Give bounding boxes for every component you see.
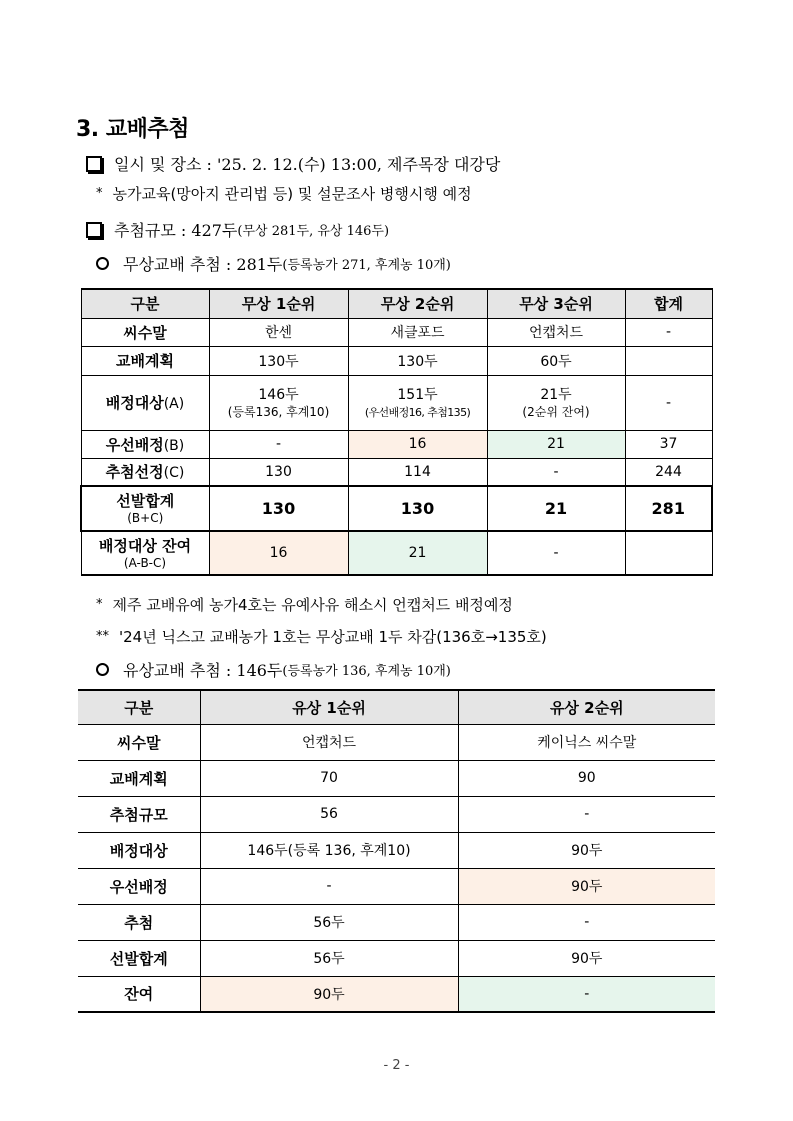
table-cell: -	[458, 976, 715, 1012]
free-mating-table	[80, 288, 713, 576]
table-cell: 90두	[458, 832, 715, 868]
table-cell: 21두 (2순위 잔여)	[487, 375, 625, 430]
table-cell: -	[209, 430, 348, 458]
table-row	[81, 318, 712, 346]
table-cell: 케이닉스 씨수말	[458, 724, 715, 760]
row-label: 교배계획	[81, 346, 209, 375]
row-label: 우선배정(B)	[81, 430, 209, 458]
table-cell: 244	[625, 458, 712, 486]
table-cell: 90두	[458, 940, 715, 976]
row-label: 씨수말	[78, 724, 200, 760]
table-cell: -	[458, 796, 715, 832]
table-row	[78, 796, 715, 832]
section-heading: 3. 교배추첨	[76, 117, 189, 142]
row-label: 씨수말	[81, 318, 209, 346]
table-cell: 146두(등록 136, 후계10)	[200, 832, 458, 868]
draw-scale-line	[86, 218, 389, 241]
row-label: 추첨규모	[78, 796, 200, 832]
checkbox-bullet-icon	[86, 156, 102, 172]
table-cell: 114	[348, 458, 487, 486]
header-cell: 유상 2순위	[458, 690, 715, 724]
table-cell: 281	[625, 486, 712, 531]
table-cell: 70	[200, 760, 458, 796]
row-label: 잔여	[78, 976, 200, 1012]
checkbox-bullet-icon	[86, 222, 102, 238]
row-label: 선발합계 (B+C)	[81, 486, 209, 531]
page-number: - 2 -	[383, 1058, 410, 1073]
circle-bullet-icon	[96, 257, 109, 270]
note-1: * 제주 교배유예 농가4호는 유예사유 해소시 언캡처드 배정예정	[96, 596, 513, 614]
circle-bullet-icon	[96, 663, 109, 676]
table-cell: 130	[209, 486, 348, 531]
table-cell	[625, 346, 712, 375]
table-row	[78, 760, 715, 796]
table-row	[81, 531, 712, 575]
table-row	[78, 868, 715, 904]
table-cell: 21	[487, 486, 625, 531]
paid-mating-line	[96, 658, 451, 681]
paid-mating-table	[78, 689, 715, 1013]
table-cell: 21	[487, 430, 625, 458]
row-label: 우선배정	[78, 868, 200, 904]
table-cell: 60두	[487, 346, 625, 375]
table-cell: 90두	[200, 976, 458, 1012]
table-cell: 언캡처드	[487, 318, 625, 346]
table-row	[81, 458, 712, 486]
table-cell: 21	[348, 531, 487, 575]
table-cell	[625, 531, 712, 575]
table-row	[78, 940, 715, 976]
table-cell: 37	[625, 430, 712, 458]
table-row-total	[81, 486, 712, 531]
draw-scale-subtext: (무상 281두, 유상 146두)	[237, 224, 390, 239]
row-label: 배정대상 잔여 (A-B-C)	[81, 531, 209, 575]
schedule-note-text: 농가교육(망아지 관리법 등) 및 설문조사 병행시행 예정	[112, 185, 472, 203]
note-2: ** '24년 닉스고 교배농가 1호는 무상교배 1두 차감(136호→135호)	[96, 628, 547, 646]
header-cell: 무상 3순위	[487, 289, 625, 318]
header-cell: 구분	[81, 289, 209, 318]
row-label: 배정대상	[78, 832, 200, 868]
table-cell: 56	[200, 796, 458, 832]
note-1-text: 제주 교배유예 농가4호는 유예사유 해소시 언캡처드 배정예정	[112, 596, 513, 614]
table-cell: 130	[209, 458, 348, 486]
header-cell: 구분	[78, 690, 200, 724]
table-cell: 16	[348, 430, 487, 458]
row-label: 선발합계	[78, 940, 200, 976]
row-label: 추첨선정(C)	[81, 458, 209, 486]
table-cell: 130두	[209, 346, 348, 375]
paid-mating-text: 유상교배 추첨 : 146두	[123, 661, 283, 680]
table-row	[78, 832, 715, 868]
header-cell: 합계	[625, 289, 712, 318]
table-header-row	[81, 289, 712, 318]
free-mating-text: 무상교배 추첨 : 281두	[123, 255, 283, 274]
table-cell: -	[487, 458, 625, 486]
draw-scale-text: 추첨규모 : 427두	[114, 221, 238, 240]
table-cell: 한센	[209, 318, 348, 346]
table-row	[81, 430, 712, 458]
schedule-line	[86, 152, 500, 175]
table-row	[78, 724, 715, 760]
header-cell: 유상 1순위	[200, 690, 458, 724]
table-cell: -	[625, 375, 712, 430]
table-cell: 90두	[458, 868, 715, 904]
table-cell: 새클포드	[348, 318, 487, 346]
table-cell: 56두	[200, 940, 458, 976]
table-cell: -	[625, 318, 712, 346]
table-cell: 151두 (우선배정16, 추첨135)	[348, 375, 487, 430]
table-row	[81, 375, 712, 430]
row-label: 배정대상(A)	[81, 375, 209, 430]
table-cell: -	[458, 904, 715, 940]
header-cell: 무상 2순위	[348, 289, 487, 318]
table-header-row	[78, 690, 715, 724]
schedule-text: 일시 및 장소 : '25. 2. 12.(수) 13:00, 제주목장 대강당	[114, 155, 501, 174]
paid-mating-subtext: (등록농가 136, 후계농 10개)	[282, 664, 451, 679]
table-cell: 16	[209, 531, 348, 575]
table-cell: 146두 (등록136, 후계10)	[209, 375, 348, 430]
table-cell: 130두	[348, 346, 487, 375]
free-mating-subtext: (등록농가 271, 후계농 10개)	[282, 258, 451, 273]
table-cell: 56두	[200, 904, 458, 940]
table-row	[81, 346, 712, 375]
table-row	[78, 904, 715, 940]
header-cell: 무상 1순위	[209, 289, 348, 318]
row-label: 추첨	[78, 904, 200, 940]
table-cell: 130	[348, 486, 487, 531]
table-cell: -	[487, 531, 625, 575]
row-label: 교배계획	[78, 760, 200, 796]
table-row	[78, 976, 715, 1012]
note-2-text: '24년 닉스고 교배농가 1호는 무상교배 1두 차감(136호→135호)	[119, 628, 547, 646]
schedule-note: * 농가교육(망아지 관리법 등) 및 설문조사 병행시행 예정	[96, 185, 472, 203]
table-cell: 언캡처드	[200, 724, 458, 760]
free-mating-line	[96, 252, 451, 275]
table-cell: 90	[458, 760, 715, 796]
table-cell: -	[200, 868, 458, 904]
